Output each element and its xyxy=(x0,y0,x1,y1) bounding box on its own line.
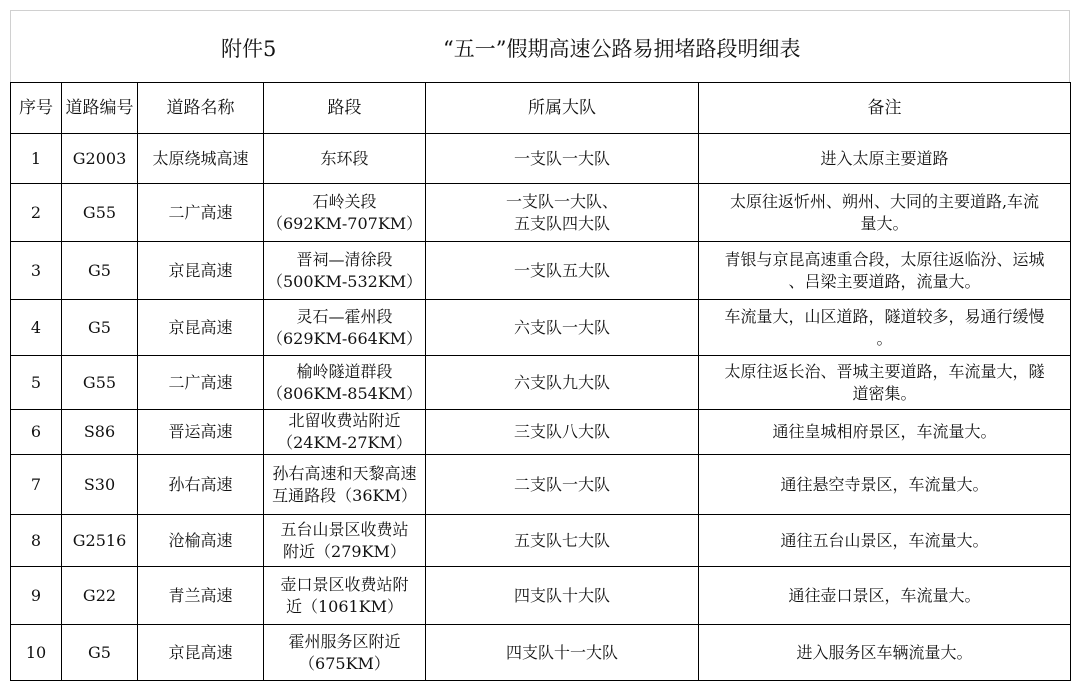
cell-section-line: 附近（279KM） xyxy=(283,541,406,561)
cell-remark xyxy=(699,356,1071,410)
cell-remark-line: 。 xyxy=(876,328,893,348)
table-row xyxy=(11,184,1071,242)
cell-road-name: 京昆高速 xyxy=(138,300,264,356)
cell-seq: 10 xyxy=(11,625,62,681)
cell-remark-line: 量大。 xyxy=(860,213,909,233)
cell-section xyxy=(264,567,426,625)
table-body xyxy=(11,134,1071,681)
cell-remark-line: 通往悬空寺景区，车流量大。 xyxy=(780,474,989,494)
cell-section xyxy=(264,515,426,567)
cell-section-line: （629KM-664KM） xyxy=(267,328,423,348)
cell-seq: 5 xyxy=(11,356,62,410)
cell-remark-line: 进入服务区车辆流量大。 xyxy=(796,642,973,662)
cell-remark-line: 太原往返长治、晋城主要道路，车流量大，隧 xyxy=(724,361,1045,381)
cell-road-code: G55 xyxy=(62,356,138,410)
cell-brigade-line: 一支队一大队、 xyxy=(505,191,618,211)
cell-section-line: 灵石—霍州段 xyxy=(296,306,393,326)
cell-seq: 8 xyxy=(11,515,62,567)
table-row xyxy=(11,567,1071,625)
cell-section-line: （675KM） xyxy=(299,653,390,673)
cell-section xyxy=(264,300,426,356)
header-road-code: 道路编号 xyxy=(62,83,138,134)
header-remark: 备注 xyxy=(699,83,1071,134)
cell-brigade-line: 四支队十大队 xyxy=(513,585,610,605)
cell-road-code: G5 xyxy=(62,242,138,300)
cell-remark-line: 通往五台山景区，车流量大。 xyxy=(780,530,989,550)
cell-brigade-line: 三支队八大队 xyxy=(513,422,610,441)
cell-section-line: 榆岭隧道群段 xyxy=(296,361,393,381)
cell-section-line: （24KM-27KM） xyxy=(277,433,412,452)
cell-section xyxy=(264,455,426,515)
cell-road-name: 晋运高速 xyxy=(138,410,264,455)
document-sheet xyxy=(10,10,1070,678)
cell-remark xyxy=(699,184,1071,242)
cell-remark-line: 车流量大，山区道路，隧道较多，易通行缓慢 xyxy=(724,306,1045,326)
cell-road-code: G5 xyxy=(62,300,138,356)
cell-road-name: 京昆高速 xyxy=(138,242,264,300)
cell-brigade-line: 五支队七大队 xyxy=(513,530,610,550)
cell-road-code: G55 xyxy=(62,184,138,242)
cell-road-code: G22 xyxy=(62,567,138,625)
cell-remark-line: 青银与京昆高速重合段，太原往返临汾、运城 xyxy=(724,249,1045,269)
cell-road-name: 二广高速 xyxy=(138,184,264,242)
cell-road-name: 二广高速 xyxy=(138,356,264,410)
table-row xyxy=(11,515,1071,567)
table-row xyxy=(11,134,1071,184)
cell-brigade xyxy=(426,567,699,625)
header-road-name: 道路名称 xyxy=(138,83,264,134)
cell-brigade xyxy=(426,410,699,455)
cell-remark xyxy=(699,455,1071,515)
cell-section-line: 北留收费站附近 xyxy=(288,411,401,430)
cell-section-line: （806KM-854KM） xyxy=(267,383,423,403)
cell-seq: 6 xyxy=(11,410,62,455)
cell-remark xyxy=(699,625,1071,681)
cell-brigade xyxy=(426,242,699,300)
cell-section-line: 孙右高速和天黎高速 xyxy=(272,463,417,483)
cell-section-line: 近（1061KM） xyxy=(285,596,404,616)
cell-section-line: 壶口景区收费站附 xyxy=(280,574,409,594)
cell-brigade xyxy=(426,184,699,242)
cell-brigade-line: 二支队一大队 xyxy=(513,474,610,494)
cell-seq: 3 xyxy=(11,242,62,300)
cell-remark xyxy=(699,567,1071,625)
cell-seq: 7 xyxy=(11,455,62,515)
cell-remark-line: 进入太原主要道路 xyxy=(820,148,949,168)
cell-road-name: 京昆高速 xyxy=(138,625,264,681)
attachment-label: 附件5 xyxy=(221,37,277,61)
cell-brigade-line: 一支队一大队 xyxy=(513,148,610,168)
cell-brigade xyxy=(426,356,699,410)
cell-section xyxy=(264,134,426,184)
cell-road-name: 青兰高速 xyxy=(138,567,264,625)
cell-section-line: 晋祠—清徐段 xyxy=(296,249,393,269)
cell-section xyxy=(264,184,426,242)
cell-road-code: G2003 xyxy=(62,134,138,184)
table-row xyxy=(11,455,1071,515)
cell-section-line: （500KM-532KM） xyxy=(267,271,423,291)
cell-road-code: G5 xyxy=(62,625,138,681)
header-seq: 序号 xyxy=(11,83,62,134)
congestion-table xyxy=(10,82,1071,681)
table-row xyxy=(11,625,1071,681)
cell-seq: 1 xyxy=(11,134,62,184)
cell-remark-line: 、吕梁主要道路，流量大。 xyxy=(788,271,981,291)
cell-section-line: 霍州服务区附近 xyxy=(288,631,401,651)
cell-brigade xyxy=(426,300,699,356)
cell-brigade xyxy=(426,625,699,681)
cell-brigade-line: 六支队一大队 xyxy=(513,317,610,337)
cell-seq: 4 xyxy=(11,300,62,356)
cell-remark-line: 通往壶口景区，车流量大。 xyxy=(788,585,981,605)
cell-remark xyxy=(699,134,1071,184)
cell-remark xyxy=(699,410,1071,455)
cell-road-name: 孙右高速 xyxy=(138,455,264,515)
cell-section-line: 东环段 xyxy=(320,148,369,168)
cell-brigade-line: 五支队四大队 xyxy=(513,213,610,233)
cell-road-name: 太原绕城高速 xyxy=(138,134,264,184)
page-title: “五一”假期高速公路易拥堵路段明细表 xyxy=(443,37,801,61)
table-row xyxy=(11,410,1071,455)
title-bar xyxy=(10,10,1070,82)
table-header-row xyxy=(11,83,1071,134)
header-section: 路段 xyxy=(264,83,426,134)
cell-seq: 9 xyxy=(11,567,62,625)
cell-brigade xyxy=(426,134,699,184)
cell-section xyxy=(264,625,426,681)
table-row xyxy=(11,300,1071,356)
cell-road-code: G2516 xyxy=(62,515,138,567)
cell-section xyxy=(264,356,426,410)
cell-remark xyxy=(699,242,1071,300)
table-row xyxy=(11,242,1071,300)
cell-section xyxy=(264,242,426,300)
cell-section-line: 互通路段（36KM） xyxy=(272,485,417,505)
cell-brigade xyxy=(426,455,699,515)
cell-brigade xyxy=(426,515,699,567)
cell-road-code: S30 xyxy=(62,455,138,515)
cell-remark xyxy=(699,300,1071,356)
cell-brigade-line: 六支队九大队 xyxy=(513,372,610,392)
cell-remark xyxy=(699,515,1071,567)
cell-section-line: 石岭关段 xyxy=(312,191,377,211)
cell-section-line: （692KM-707KM） xyxy=(267,213,423,233)
cell-brigade-line: 一支队五大队 xyxy=(513,260,610,280)
cell-road-code: S86 xyxy=(62,410,138,455)
cell-brigade-line: 四支队十一大队 xyxy=(505,642,618,662)
cell-section-line: 五台山景区收费站 xyxy=(280,519,409,539)
cell-section xyxy=(264,410,426,455)
cell-remark-line: 太原往返忻州、朔州、大同的主要道路,车流 xyxy=(729,191,1040,211)
cell-road-name: 沧榆高速 xyxy=(138,515,264,567)
cell-remark-line: 道密集。 xyxy=(852,383,917,403)
cell-remark-line: 通往皇城相府景区，车流量大。 xyxy=(772,422,997,441)
header-brigade: 所属大队 xyxy=(426,83,699,134)
cell-seq: 2 xyxy=(11,184,62,242)
table-row xyxy=(11,356,1071,410)
